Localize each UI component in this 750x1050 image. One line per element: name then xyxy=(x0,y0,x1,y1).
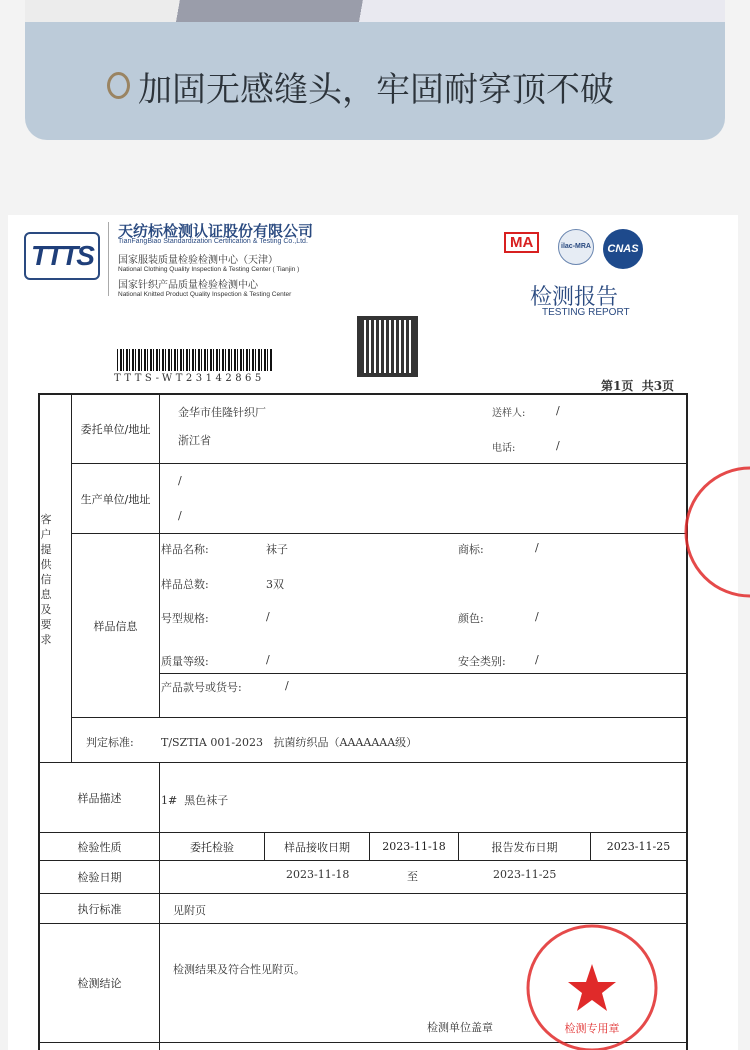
safety-label: 安全类别: xyxy=(458,655,506,668)
desc-label: 样品描述 xyxy=(77,791,122,805)
ttts-logo: TTTS xyxy=(24,232,100,280)
sender-label: 送样人: xyxy=(492,408,526,419)
cma-mark: MA xyxy=(504,232,539,253)
test-date-label: 检验日期 xyxy=(77,871,122,884)
issue-label: 报告发布日期 xyxy=(491,840,558,854)
svg-text:检测专用章: 检测专用章 xyxy=(564,1022,620,1035)
receive-label: 样品接收日期 xyxy=(284,840,350,854)
report-title: 检测报告 xyxy=(530,284,619,309)
sender-value: / xyxy=(556,404,560,417)
qr-code xyxy=(357,316,418,377)
sample-name: 袜子 xyxy=(266,543,288,556)
sample-count-label: 样品总数: xyxy=(161,578,209,591)
color-label: 颜色: xyxy=(458,612,484,625)
company-name: 天纺标检测认证股份有限公司 xyxy=(118,223,314,240)
test-date-to: 2023-11-25 xyxy=(493,868,557,881)
side-label: 客户提供信息及要求 xyxy=(40,513,52,646)
barcode xyxy=(117,349,272,371)
exec-standard-label: 执行标准 xyxy=(77,902,122,916)
report-title-en: TESTING REPORT xyxy=(542,307,630,318)
producer-address: / xyxy=(178,509,182,522)
seal-label: 检测单位盖章 xyxy=(427,1021,493,1034)
client-label: 委托单位/地址 xyxy=(80,422,151,436)
phone-value: / xyxy=(556,439,560,452)
client-name: 金华市佳隆针织厂 xyxy=(178,406,266,419)
exec-standard-value: 见附页 xyxy=(173,904,206,917)
sample-count: 3双 xyxy=(266,578,284,591)
style-label: 产品款号或货号: xyxy=(161,681,242,694)
sample-name-label: 样品名称: xyxy=(161,543,209,556)
test-date-from: 2023-11-18 xyxy=(286,868,350,881)
grade-value: / xyxy=(266,653,270,666)
receive-date: 2023-11-18 xyxy=(382,840,446,853)
conclusion-value: 检测结果及符合性见附页。 xyxy=(173,963,305,976)
page-info: 第1页 共3页 xyxy=(601,379,675,393)
size-value: / xyxy=(266,610,270,623)
desc-value: 1# 黑色袜子 xyxy=(161,794,229,807)
safety-value: / xyxy=(535,653,539,666)
standard-value: T/SZTIA 001-2023 抗菌纺织品（AAAAAAA级） xyxy=(161,736,418,749)
ilac-mark: ilac-MRA xyxy=(558,229,594,265)
grade-label: 质量等级: xyxy=(161,655,209,668)
client-address: 浙江省 xyxy=(178,434,211,447)
test-date-to-word: 至 xyxy=(407,870,418,883)
center1-name: 国家服装质量检验检测中心（天津） xyxy=(118,255,278,266)
issue-date: 2023-11-25 xyxy=(606,840,671,853)
nature-label: 检验性质 xyxy=(77,840,122,854)
producer-label: 生产单位/地址 xyxy=(80,492,151,506)
center2-name: 国家针织产品质量检验检测中心 xyxy=(118,280,258,291)
company-name-en: TianFangBiao Standardization Certification & Testing Co.,Ltd. xyxy=(118,238,308,245)
producer-name: / xyxy=(178,474,182,487)
standard-label: 判定标准: xyxy=(86,736,134,749)
nature-value: 委托检验 xyxy=(190,840,234,854)
conclusion-label: 检测结论 xyxy=(77,977,122,990)
sample-info-label: 样品信息 xyxy=(93,619,138,633)
style-value: / xyxy=(285,679,289,692)
phone-label: 电话: xyxy=(492,443,516,454)
partial-seal-stamp xyxy=(680,460,750,605)
barcode-number: TTTS-WT23142865 xyxy=(114,373,265,384)
product-photo xyxy=(25,0,725,22)
center2-name-en: National Knitted Product Quality Inspection & Testing Center xyxy=(118,291,292,298)
official-seal-stamp xyxy=(522,920,662,1050)
cnas-mark: CNAS xyxy=(603,229,643,269)
feature-text: 加固无感缝头，牢固耐穿顶不破 xyxy=(138,70,614,110)
size-label: 号型规格: xyxy=(161,612,209,625)
color-value: / xyxy=(535,610,539,623)
brand-value: / xyxy=(535,541,539,554)
brand-label: 商标: xyxy=(458,543,484,556)
center1-name-en: National Clothing Quality Inspection & Testing Center ( Tianjin ) xyxy=(118,266,300,273)
